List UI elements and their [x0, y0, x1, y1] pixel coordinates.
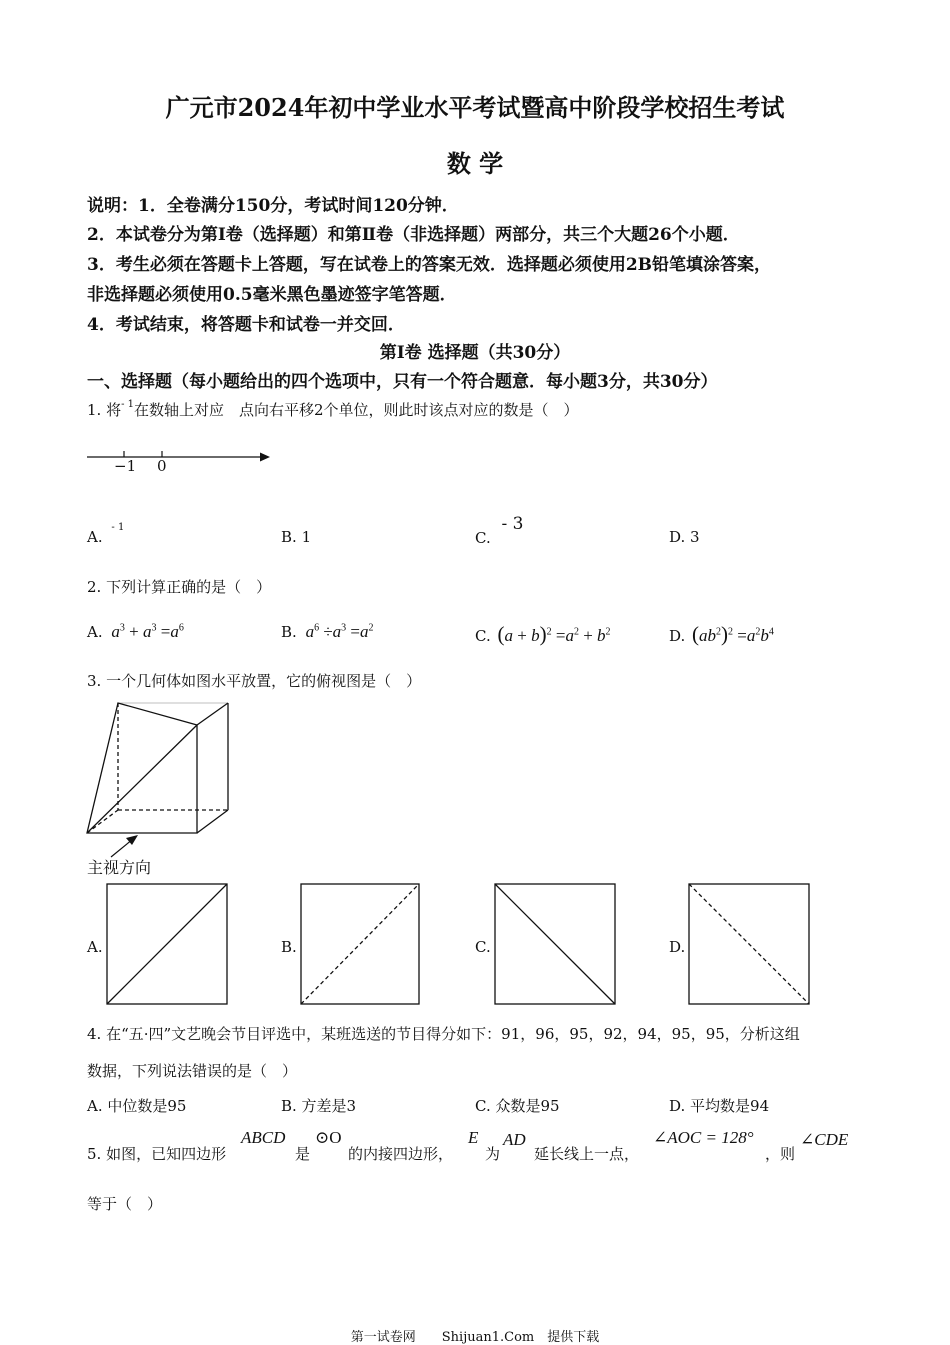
axis-label-zero: 0: [157, 457, 167, 475]
q5-text-6: ，则: [765, 1145, 796, 1163]
q1-option-b-value: 1: [301, 528, 312, 546]
exam-title: 广元市2024年初中学业水平考试暨高中阶段学校招生考试: [165, 93, 785, 122]
q2-option-a-formula: $a^3 + a^3 =a^6$: [111, 622, 184, 641]
q4-option-a: A. 中位数是95: [87, 1097, 187, 1115]
q5-text-3: 的内接四边形，: [348, 1145, 454, 1163]
q5-math-circle-o: ⊙O: [315, 1128, 342, 1147]
q3-option-c-letter: C.: [475, 938, 491, 956]
question-1: [87, 399, 579, 420]
question-3: 3. 一个几何体如图水平放置，它的俯视图是（ ）: [87, 672, 422, 690]
q2-option-b: [281, 622, 374, 642]
q2-option-d-formula: $(ab^2)^2 =a^2b^4$: [692, 622, 774, 646]
q3-solid-figure: [87, 703, 228, 833]
q1-option-c: [475, 514, 524, 548]
subject-title: 数 学: [446, 149, 504, 178]
question-4-line-1: 4. 在“五·四”文艺晚会节目评选中，某班选送的节目得分如下：91，96，95，92，94，95，95，分析这组: [87, 1025, 800, 1043]
q5-text-7: 等于（ ）: [87, 1195, 163, 1213]
q2-option-d: [669, 622, 774, 647]
q1-option-a: [87, 522, 125, 546]
q1-option-a-letter: A.: [87, 528, 103, 546]
q5-text-1: 5. 如图，已知四边形: [87, 1145, 227, 1163]
q5-math-ad: AD: [503, 1130, 526, 1149]
q5-math-abcd: ABCD: [241, 1128, 286, 1147]
instruction-line-2: 2．本试卷分为第Ⅰ卷（选择题）和第Ⅱ卷（非选择题）两部分，共三个大题26个小题．: [87, 225, 740, 245]
q3-option-d-letter: D.: [669, 938, 686, 956]
q1-text-after: 在数轴上对应 点向右平移2个单位，则此时该点对应的数是（ ）: [134, 401, 579, 419]
q1-value: - 1: [121, 399, 135, 410]
q2-option-c-formula: $(a + b)^2 =a^2 + b^2$: [497, 622, 611, 646]
q5-text-5: 延长线上一点，: [534, 1145, 640, 1163]
q3-option-c-figure: [495, 884, 615, 1004]
q2-option-b-letter: B.: [281, 623, 297, 641]
q5-math-e: E: [468, 1128, 479, 1147]
page-footer: 第一试卷网 Shijuan1.Com 提供下载: [350, 1330, 600, 1345]
axis-label-minus-one: −1: [114, 457, 137, 475]
q3-option-a-letter: A.: [87, 938, 103, 956]
q2-option-d-letter: D.: [669, 627, 686, 645]
q5-text-2: 是: [295, 1145, 311, 1163]
q1-option-c-value: - 3: [501, 514, 524, 534]
instruction-line-3: 3．考生必须在答题卡上答题，写在试卷上的答案无效．选择题必须使用2B铅笔填涂答案，: [87, 255, 772, 275]
q1-option-d: [669, 528, 700, 546]
q3-option-a-figure: [107, 884, 227, 1004]
q1-option-d-letter: D.: [669, 528, 686, 546]
q1-option-b-letter: B.: [281, 528, 297, 546]
q1-option-b: [281, 528, 311, 546]
question-4-line-2: 数据，下列说法错误的是（ ）: [87, 1062, 298, 1080]
instruction-line-4: 非选择题必须使用0.5毫米黑色墨迹签字笔答题．: [87, 285, 457, 305]
question-2: 2. 下列计算正确的是（ ）: [87, 578, 272, 596]
q4-option-b: B. 方差是3: [281, 1097, 357, 1115]
direction-label: 主视方向: [87, 858, 152, 877]
q2-option-c: [475, 622, 611, 647]
instruction-line-5: 4．考试结束，将答题卡和试卷一并交回．: [87, 315, 405, 335]
q4-option-d: D. 平均数是94: [669, 1097, 770, 1115]
q4-option-c: C. 众数是95: [475, 1097, 560, 1115]
q1-option-a-value: - 1: [111, 522, 125, 533]
instruction-line-1: 说明：1．全卷满分150分，考试时间120分钟．: [87, 196, 459, 216]
q2-option-c-letter: C.: [475, 627, 491, 645]
q1-text-before: 1. 将: [87, 401, 122, 419]
q2-option-b-formula: $a^6 \div a^3 =a^2$: [305, 622, 374, 641]
volume-title: 第Ⅰ卷 选择题（共30分）: [379, 343, 571, 363]
q1-option-c-letter: C.: [475, 529, 491, 547]
q5-text-4: 为: [485, 1145, 501, 1163]
q5-math-angle-cde: ∠CDE: [800, 1130, 849, 1149]
direction-arrow: [111, 835, 138, 857]
q3-option-b-figure: [301, 884, 419, 1004]
q3-option-b-letter: B.: [281, 938, 297, 956]
q3-option-d-figure: [689, 884, 809, 1004]
q5-math-angle-aoc: ∠AOC = 128°: [653, 1128, 754, 1147]
q1-option-d-value: 3: [690, 528, 700, 546]
q2-option-a: [87, 622, 184, 642]
part-title: 一、选择题（每小题给出的四个选项中，只有一个符合题意．每小题3分，共30分）: [87, 372, 718, 392]
q2-option-a-letter: A.: [87, 623, 103, 641]
